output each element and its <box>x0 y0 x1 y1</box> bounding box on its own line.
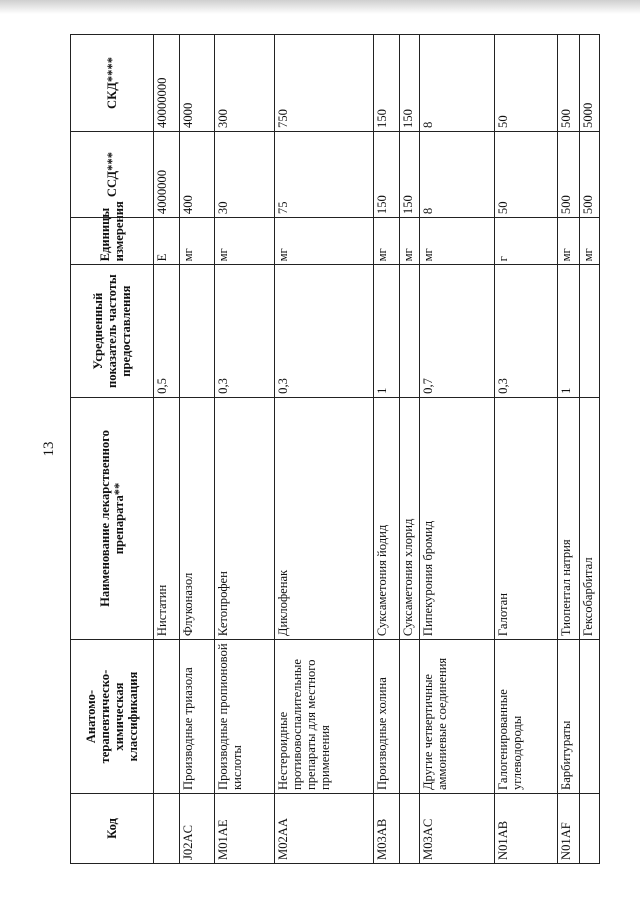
table-row <box>373 35 399 864</box>
cell-skd: 150 <box>399 35 419 132</box>
cell-frequency: 0,3 <box>275 265 374 397</box>
cell-drug: Нистатин <box>154 397 180 639</box>
cell-unit: Е <box>154 218 180 265</box>
cell-drug: Кетопрофен <box>215 397 275 639</box>
cell-skd: 40000000 <box>154 35 180 132</box>
cell-skd: 5000 <box>579 35 599 132</box>
table-row <box>275 35 374 864</box>
header-ssd: ССД*** <box>71 131 154 217</box>
table-row <box>557 35 579 864</box>
cell-frequency: 0,5 <box>154 265 180 397</box>
cell-atc: Производные пропионовой кислоты <box>215 640 275 794</box>
cell-unit: мг <box>557 218 579 265</box>
cell-drug: Диклофенак <box>275 397 374 639</box>
cell-ssd: 4000000 <box>154 131 180 217</box>
cell-code: N01AF <box>557 794 579 864</box>
cell-drug: Суксаметония йодид <box>373 397 399 639</box>
cell-unit: мг <box>275 218 374 265</box>
header-frequency: Усредненный показатель частоты предоставления <box>71 265 154 397</box>
cell-skd: 500 <box>557 35 579 132</box>
cell-frequency: 1 <box>373 265 399 397</box>
cell-code <box>154 794 180 864</box>
table-row <box>495 35 557 864</box>
cell-atc <box>399 640 419 794</box>
table-row <box>419 35 494 864</box>
cell-frequency: 0,3 <box>495 265 557 397</box>
cell-code: M03AB <box>373 794 399 864</box>
header-skd: СКД**** <box>71 35 154 132</box>
cell-drug: Суксаметония хлорид <box>399 397 419 639</box>
page-number: 13 <box>41 441 57 457</box>
cell-frequency: 0,7 <box>419 265 494 397</box>
cell-drug: Пипекурония бромид <box>419 397 494 639</box>
cell-drug: Тиопентал натрия <box>557 397 579 639</box>
cell-frequency <box>179 265 214 397</box>
cell-ssd: 500 <box>579 131 599 217</box>
cell-atc: Барбитураты <box>557 640 579 794</box>
cell-skd: 50 <box>495 35 557 132</box>
cell-frequency: 0,3 <box>215 265 275 397</box>
table-header-row <box>71 35 154 864</box>
table-row <box>399 35 419 864</box>
cell-ssd: 30 <box>215 131 275 217</box>
cell-atc: Нестероидные противовоспалительные препараты для местного применения <box>275 640 374 794</box>
cell-ssd: 75 <box>275 131 374 217</box>
cell-code: M03AC <box>419 794 494 864</box>
cell-frequency: 1 <box>557 265 579 397</box>
table-row <box>579 35 599 864</box>
table-row <box>215 35 275 864</box>
cell-code <box>399 794 419 864</box>
header-unit: Единицы измерения <box>71 218 154 265</box>
drug-table <box>70 34 600 864</box>
cell-code <box>579 794 599 864</box>
cell-drug: Гексобарбитал <box>579 397 599 639</box>
cell-skd: 300 <box>215 35 275 132</box>
scan-edge-shadow <box>0 0 640 14</box>
cell-unit: мг <box>373 218 399 265</box>
cell-skd: 750 <box>275 35 374 132</box>
cell-atc: Другие четвертичные аммониевые соединения <box>419 640 494 794</box>
cell-unit: г <box>495 218 557 265</box>
cell-code: M02AA <box>275 794 374 864</box>
cell-code: N01AB <box>495 794 557 864</box>
cell-atc: Галогенированные углеводороды <box>495 640 557 794</box>
cell-unit: мг <box>399 218 419 265</box>
cell-atc <box>154 640 180 794</box>
cell-atc <box>579 640 599 794</box>
cell-code: J02AC <box>179 794 214 864</box>
cell-ssd: 50 <box>495 131 557 217</box>
cell-frequency <box>399 265 419 397</box>
cell-code: M01AE <box>215 794 275 864</box>
header-drug: Наименование лекарственного препарата** <box>71 397 154 639</box>
cell-skd: 150 <box>373 35 399 132</box>
table-row <box>179 35 214 864</box>
cell-unit: мг <box>579 218 599 265</box>
cell-unit: мг <box>215 218 275 265</box>
cell-ssd: 150 <box>399 131 419 217</box>
cell-atc: Производные триазола <box>179 640 214 794</box>
cell-unit: мг <box>179 218 214 265</box>
cell-frequency <box>579 265 599 397</box>
cell-atc: Производные холина <box>373 640 399 794</box>
cell-drug: Флуконазол <box>179 397 214 639</box>
cell-skd: 4000 <box>179 35 214 132</box>
cell-skd: 8 <box>419 35 494 132</box>
header-code: Код <box>71 794 154 864</box>
cell-ssd: 150 <box>373 131 399 217</box>
cell-ssd: 500 <box>557 131 579 217</box>
cell-ssd: 400 <box>179 131 214 217</box>
header-atc: Анатомо-терапевтическо-химическая классификация <box>71 640 154 794</box>
cell-drug: Галотан <box>495 397 557 639</box>
cell-ssd: 8 <box>419 131 494 217</box>
rotated-table-container <box>70 34 600 864</box>
cell-unit: мг <box>419 218 494 265</box>
table-row <box>154 35 180 864</box>
